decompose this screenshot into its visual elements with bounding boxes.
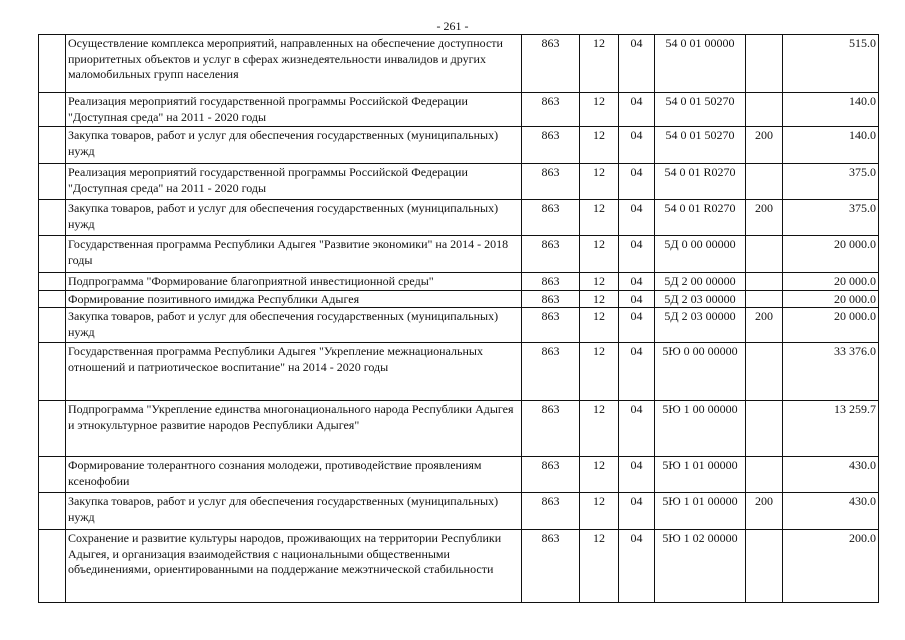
section-code-cell: 12 [580,127,619,164]
subsection-code-cell: 04 [619,127,655,164]
amount-cell: 200.0 [783,530,879,603]
table-row [39,308,879,343]
section-code-cell: 12 [580,401,619,457]
ministry-code-cell: 863 [522,457,580,493]
expense-type-cell [746,530,783,603]
amount-cell: 375.0 [783,200,879,236]
expense-type-cell [746,401,783,457]
target-code-cell: 5Д 2 03 00000 [655,290,746,308]
ministry-code-cell: 863 [522,35,580,93]
subsection-code-cell: 04 [619,35,655,93]
amount-cell: 20 000.0 [783,273,879,291]
table-row [39,200,879,236]
section-code-cell: 12 [580,35,619,93]
number-cell [39,530,66,603]
item-name-cell: Закупка товаров, работ и услуг для обеспечения государственных (муниципальных) нужд [66,308,522,343]
item-name-cell: Формирование толерантного сознания молодежи, противодействие проявлениям ксенофобии [66,457,522,493]
number-cell [39,457,66,493]
ministry-code-cell: 863 [522,343,580,401]
table-row [39,273,879,291]
amount-cell: 140.0 [783,93,879,127]
section-code-cell: 12 [580,164,619,200]
table-row [39,127,879,164]
number-cell [39,493,66,530]
amount-cell: 515.0 [783,35,879,93]
budget-table [38,34,879,603]
amount-cell: 20 000.0 [783,308,879,343]
expense-type-cell: 200 [746,200,783,236]
item-name-cell: Закупка товаров, работ и услуг для обеспечения государственных (муниципальных) нужд [66,200,522,236]
subsection-code-cell: 04 [619,93,655,127]
subsection-code-cell: 04 [619,236,655,273]
table-row [39,35,879,93]
section-code-cell: 12 [580,493,619,530]
ministry-code-cell: 863 [522,308,580,343]
section-code-cell: 12 [580,200,619,236]
ministry-code-cell: 863 [522,273,580,291]
expense-type-cell [746,290,783,308]
table-row [39,401,879,457]
expense-type-cell: 200 [746,308,783,343]
item-name-cell: Закупка товаров, работ и услуг для обеспечения государственных (муниципальных) нужд [66,493,522,530]
amount-cell: 13 259.7 [783,401,879,457]
number-cell [39,127,66,164]
table-row [39,93,879,127]
subsection-code-cell: 04 [619,308,655,343]
ministry-code-cell: 863 [522,530,580,603]
item-name-cell: Государственная программа Республики Адыгея "Укрепление межнациональных отношений и патриотическое воспитание" на 2014 - 2020 годы [66,343,522,401]
expense-type-cell [746,93,783,127]
amount-cell: 140.0 [783,127,879,164]
section-code-cell: 12 [580,273,619,291]
section-code-cell: 12 [580,343,619,401]
table-body [39,35,879,603]
ministry-code-cell: 863 [522,493,580,530]
number-cell [39,401,66,457]
item-name-cell: Государственная программа Республики Адыгея "Развитие экономики" на 2014 - 2018 годы [66,236,522,273]
subsection-code-cell: 04 [619,493,655,530]
target-code-cell: 54 0 01 R0270 [655,164,746,200]
target-code-cell: 5Ю 1 01 00000 [655,493,746,530]
table-row [39,164,879,200]
subsection-code-cell: 04 [619,343,655,401]
subsection-code-cell: 04 [619,200,655,236]
expense-type-cell [746,236,783,273]
amount-cell: 20 000.0 [783,290,879,308]
amount-cell: 20 000.0 [783,236,879,273]
subsection-code-cell: 04 [619,530,655,603]
number-cell [39,290,66,308]
amount-cell: 33 376.0 [783,343,879,401]
target-code-cell: 54 0 01 50270 [655,93,746,127]
item-name-cell: Подпрограмма "Формирование благоприятной инвестиционной среды" [66,273,522,291]
subsection-code-cell: 04 [619,164,655,200]
item-name-cell: Формирование позитивного имиджа Республики Адыгея [66,290,522,308]
target-code-cell: 5Ю 1 01 00000 [655,457,746,493]
number-cell [39,308,66,343]
ministry-code-cell: 863 [522,290,580,308]
number-cell [39,93,66,127]
ministry-code-cell: 863 [522,164,580,200]
table-row [39,457,879,493]
item-name-cell: Закупка товаров, работ и услуг для обеспечения государственных (муниципальных) нужд [66,127,522,164]
target-code-cell: 5Ю 1 02 00000 [655,530,746,603]
number-cell [39,236,66,273]
target-code-cell: 54 0 01 R0270 [655,200,746,236]
ministry-code-cell: 863 [522,401,580,457]
target-code-cell: 5Ю 0 00 00000 [655,343,746,401]
section-code-cell: 12 [580,530,619,603]
expense-type-cell [746,164,783,200]
amount-cell: 430.0 [783,457,879,493]
expense-type-cell [746,273,783,291]
target-code-cell: 5Д 0 00 00000 [655,236,746,273]
item-name-cell: Подпрограмма "Укрепление единства многонационального народа Республики Адыгея и этнокультурное развитие народов Республики Адыгея" [66,401,522,457]
number-cell [39,200,66,236]
ministry-code-cell: 863 [522,236,580,273]
amount-cell: 430.0 [783,493,879,530]
target-code-cell: 54 0 01 50270 [655,127,746,164]
section-code-cell: 12 [580,236,619,273]
expense-type-cell [746,457,783,493]
item-name-cell: Реализация мероприятий государственной программы Российской Федерации "Доступная среда" на 2011 - 2020 годы [66,164,522,200]
expense-type-cell: 200 [746,493,783,530]
table-row [39,530,879,603]
target-code-cell: 5Д 2 00 00000 [655,273,746,291]
number-cell [39,343,66,401]
item-name-cell: Сохранение и развитие культуры народов, проживающих на территории Республики Адыгея, и организация взаимодействия с национальными общественными объединениями, ориентированными на поддержание межэтнической стабильности [66,530,522,603]
amount-cell: 375.0 [783,164,879,200]
table-row [39,343,879,401]
item-name-cell: Реализация мероприятий государственной программы Российской Федерации "Доступная среда" на 2011 - 2020 годы [66,93,522,127]
section-code-cell: 12 [580,93,619,127]
target-code-cell: 5Д 2 03 00000 [655,308,746,343]
expense-type-cell [746,343,783,401]
expense-type-cell [746,35,783,93]
section-code-cell: 12 [580,308,619,343]
item-name-cell: Осуществление комплекса мероприятий, направленных на обеспечение доступности приоритетных объектов и услуг в сферах жизнедеятельности инвалидов и других маломобильных групп населения [66,35,522,93]
ministry-code-cell: 863 [522,127,580,164]
section-code-cell: 12 [580,457,619,493]
subsection-code-cell: 04 [619,457,655,493]
table-row [39,236,879,273]
table-row [39,290,879,308]
number-cell [39,273,66,291]
expense-type-cell: 200 [746,127,783,164]
number-cell [39,164,66,200]
subsection-code-cell: 04 [619,290,655,308]
number-cell [39,35,66,93]
ministry-code-cell: 863 [522,200,580,236]
section-code-cell: 12 [580,290,619,308]
ministry-code-cell: 863 [522,93,580,127]
target-code-cell: 54 0 01 00000 [655,35,746,93]
table-row [39,493,879,530]
subsection-code-cell: 04 [619,401,655,457]
page-number: - 261 - [436,19,469,33]
target-code-cell: 5Ю 1 00 00000 [655,401,746,457]
subsection-code-cell: 04 [619,273,655,291]
